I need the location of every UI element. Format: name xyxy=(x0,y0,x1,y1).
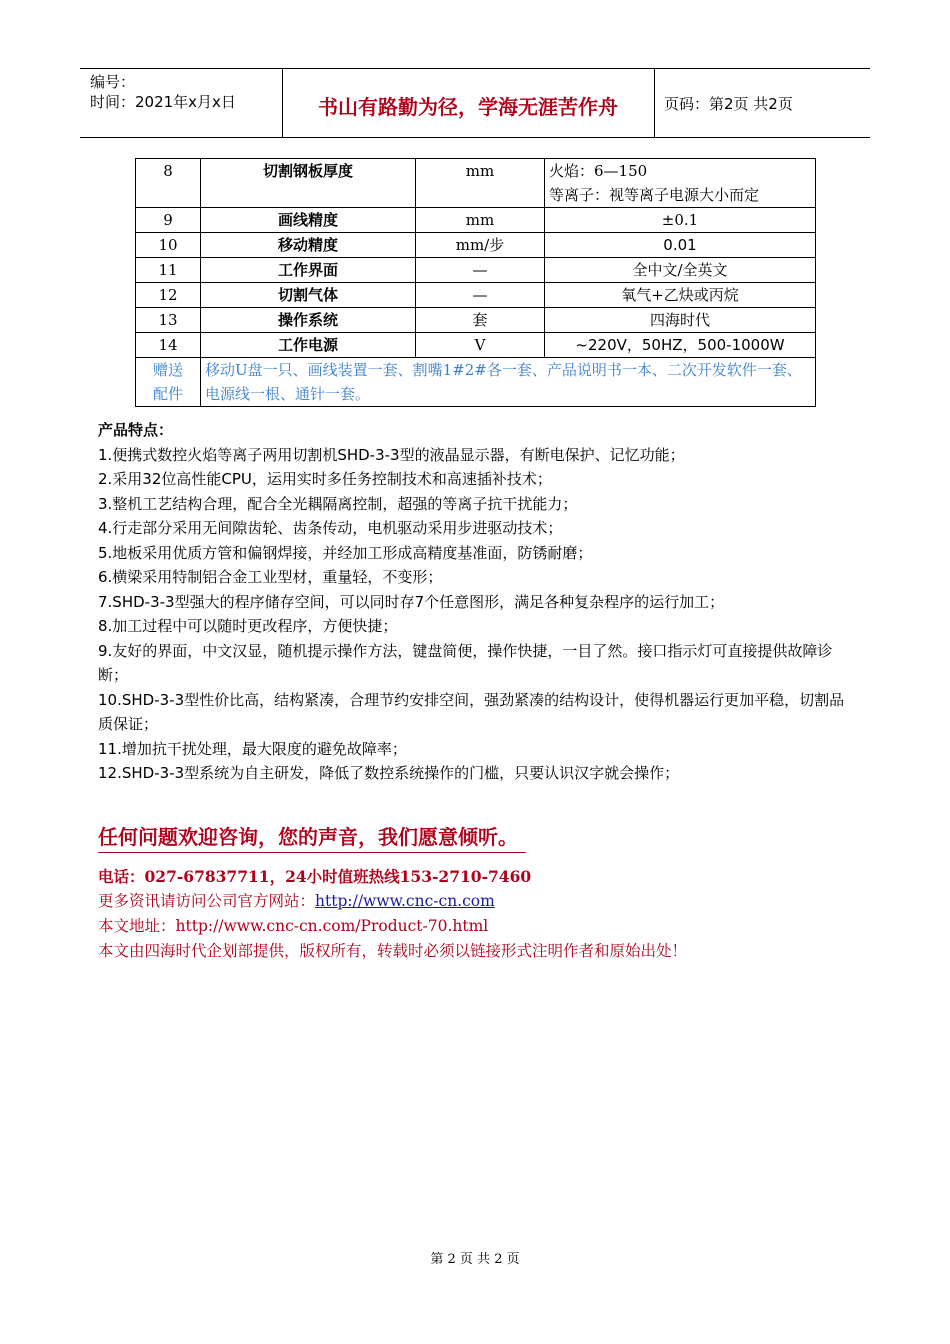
row-name: 操作系统 xyxy=(201,308,416,333)
gift-row xyxy=(136,358,816,407)
feature-item: 2.采用32位高性能CPU，运用实时多任务控制技术和高速插补技术； xyxy=(98,470,552,488)
feature-item: 6.横梁采用特制铝合金工业型材，重量轻，不变形； xyxy=(98,568,443,586)
row-value: 0.01 xyxy=(545,233,816,258)
row-value: ±0.1 xyxy=(545,208,816,233)
feature-item: 9.友好的界面，中文汉显，随机提示操作方法，键盘简便，操作快捷，一目了然。接口指示灯可直接提供故障诊断； xyxy=(98,641,833,684)
row-name: 切割钢板厚度 xyxy=(201,159,416,208)
row-unit: mm xyxy=(416,159,545,208)
row-name: 画线精度 xyxy=(201,208,416,233)
page-info: 页码：第2页 共2页 xyxy=(664,95,793,113)
time-label: 时间：2021年x月x日 xyxy=(90,93,236,111)
gift-label-line: 赠送 xyxy=(152,361,183,379)
gift-text: 移动U盘一只、画线装置一套、割嘴1#2#各一套、产品说明书一本、二次开发软件一套、电源线一根、通针一套。 xyxy=(201,358,816,407)
spec-table xyxy=(135,158,816,407)
feature-item: 7.SHD-3-3型强大的程序储存空间，可以同时存7个任意图形，满足各种复杂程序的运行加工； xyxy=(98,592,725,611)
table-row xyxy=(136,308,816,333)
row-name: 切割气体 xyxy=(201,283,416,308)
row-number: 13 xyxy=(136,308,201,333)
row-name: 工作界面 xyxy=(201,258,416,283)
phone-line: 电话：027-67837711，24小时值班热线153-2710-7460 xyxy=(98,867,532,886)
row-unit: mm xyxy=(416,208,545,233)
gift-label-line: 配件 xyxy=(152,385,183,403)
row-number: 12 xyxy=(136,283,201,308)
contact-heading: 任何问题欢迎咨询，您的声音，我们愿意倾听。 xyxy=(98,822,526,853)
website-line xyxy=(98,889,687,914)
row-unit: — xyxy=(416,283,545,308)
row-number: 9 xyxy=(136,208,201,233)
copyright-notice: 本文由四海时代企划部提供，版权所有，转载时必须以链接形式注明作者和原始出处！ xyxy=(98,942,688,960)
table-row xyxy=(136,283,816,308)
table-row xyxy=(136,208,816,233)
header-page-cell xyxy=(655,69,870,137)
contact-block xyxy=(98,864,687,964)
row-unit: — xyxy=(416,258,545,283)
row-value: 四海时代 xyxy=(545,308,816,333)
row-unit: V xyxy=(416,333,545,358)
row-value-line: 火焰：6—150 xyxy=(549,162,648,180)
table-row xyxy=(136,159,816,208)
row-unit: mm/步 xyxy=(416,233,545,258)
feature-item: 12.SHD-3-3型系统为自主研发，降低了数控系统操作的门槛，只要认识汉字就会操作； xyxy=(98,764,680,782)
feature-item: 8.加工过程中可以随时更改程序，方便快捷； xyxy=(98,617,398,635)
gift-label xyxy=(136,358,201,407)
row-number: 14 xyxy=(136,333,201,358)
feature-item: 11.增加抗干扰处理，最大限度的避免故障率； xyxy=(98,739,407,758)
row-unit: 套 xyxy=(416,308,545,333)
feature-item: 4.行走部分采用无间隙齿轮、齿条传动，电机驱动采用步进驱动技术； xyxy=(98,519,563,537)
motto: 书山有路勤为径，学海无涯苦作舟 xyxy=(318,95,618,119)
row-number: 8 xyxy=(136,159,201,208)
row-name: 工作电源 xyxy=(201,333,416,358)
row-value-line: 等离子：视等离子电源大小而定 xyxy=(549,186,760,204)
header-left-cell xyxy=(80,69,283,137)
row-value: 全中文/全英文 xyxy=(545,258,816,283)
page-footer: 第 2 页 共 2 页 xyxy=(430,1252,520,1267)
table-row xyxy=(136,258,816,283)
website-label: 更多资讯请访问公司官方网站： xyxy=(98,892,316,910)
row-value xyxy=(545,159,816,208)
table-row xyxy=(136,333,816,358)
row-value: ~220V，50HZ，500-1000W xyxy=(545,333,816,358)
row-value: 氧气+乙炔或丙烷 xyxy=(545,283,816,308)
website-link[interactable]: http://www.cnc-cn.com xyxy=(315,892,495,910)
page-header xyxy=(80,68,870,138)
feature-item: 3.整机工艺结构合理，配合全光耦隔离控制，超强的等离子抗干扰能力； xyxy=(98,494,578,513)
product-features xyxy=(98,418,858,786)
features-title: 产品特点： xyxy=(98,421,174,439)
number-label: 编号： xyxy=(90,73,136,91)
feature-item: 10.SHD-3-3型性价比高，结构紧凑，合理节约安排空间，强劲紧凑的结构设计，使得机器运行更加平稳，切割品质保证； xyxy=(98,690,845,733)
feature-item: 5.地板采用优质方管和偏钢焊接，并经加工形成高精度基准面，防锈耐磨； xyxy=(98,543,593,562)
table-row xyxy=(136,233,816,258)
row-number: 10 xyxy=(136,233,201,258)
header-motto-cell xyxy=(282,69,655,137)
feature-item: 1.便携式数控火焰等离子两用切割机SHD-3-3型的液晶显示器，有断电保护、记忆功能； xyxy=(98,445,685,464)
row-name: 移动精度 xyxy=(201,233,416,258)
article-address: 本文地址：http://www.cnc-cn.com/Product-70.html xyxy=(98,917,489,935)
row-number: 11 xyxy=(136,258,201,283)
